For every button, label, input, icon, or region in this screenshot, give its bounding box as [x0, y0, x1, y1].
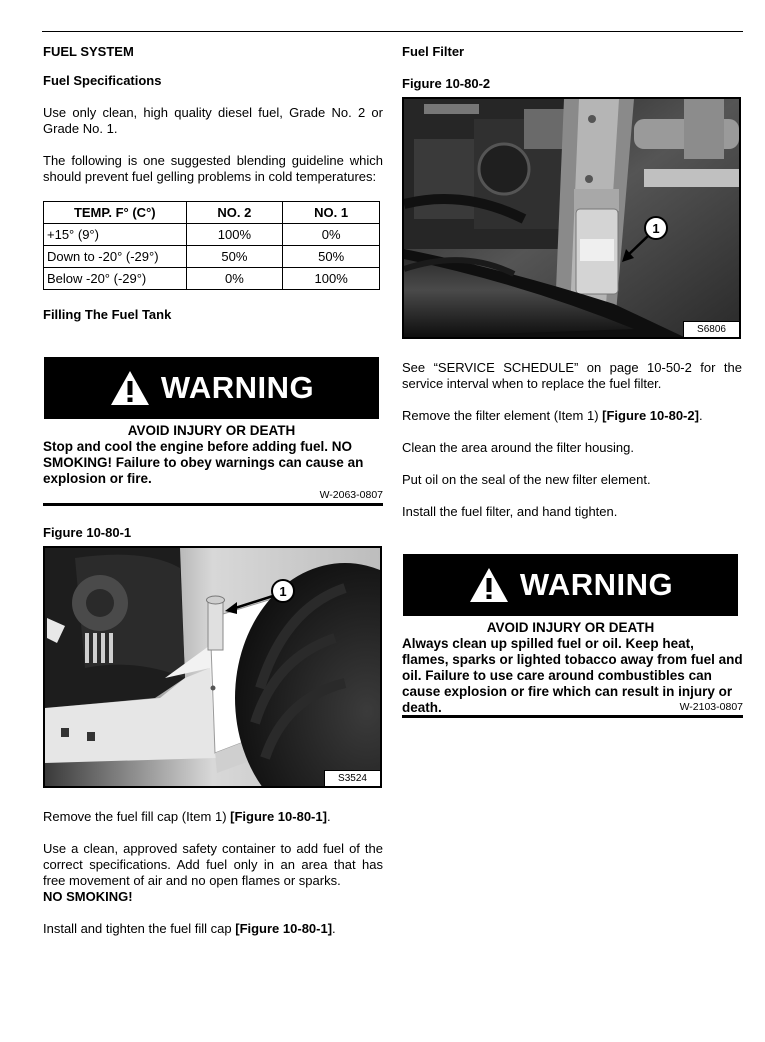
use-container-paragraph: Use a clean, approved safety container to add fuel of the correct specifications. Add fuel only in an area that has free movement of air and no open flames or sparks.	[43, 841, 383, 888]
warning-word: WARNING	[160, 370, 315, 405]
fuel-spec-heading: Fuel Specifications	[43, 73, 162, 88]
section-title: FUEL SYSTEM	[43, 44, 134, 59]
warning-banner	[44, 357, 379, 419]
filling-heading: Filling The Fuel Tank	[43, 307, 172, 322]
install-cap-text: Install and tighten the fuel fill cap	[43, 921, 236, 936]
table-cell: 50%	[283, 246, 380, 268]
table-row	[44, 268, 380, 290]
table-cell: 0%	[186, 268, 283, 290]
figure-reference: [Figure 10-80-2]	[602, 408, 699, 423]
table-header: NO. 2	[186, 202, 283, 224]
figure-tag: S3524	[324, 770, 380, 786]
fuel-tank-photo	[43, 546, 382, 788]
table-header: NO. 1	[283, 202, 380, 224]
remove-filter-paragraph	[402, 408, 742, 424]
table-cell: 0%	[283, 224, 380, 246]
table-row	[44, 246, 380, 268]
warning-rule	[43, 503, 383, 506]
install-cap-paragraph	[43, 921, 383, 937]
top-rule	[42, 31, 743, 32]
warning-code: W-2063-0807	[319, 489, 383, 501]
oil-seal-paragraph: Put oil on the seal of the new filter element.	[402, 472, 651, 487]
table-cell: Below -20° (-29°)	[44, 268, 187, 290]
spec-paragraph-1: Use only clean, high quality diesel fuel, Grade No. 2 or Grade No. 1.	[43, 105, 383, 136]
fuel-filter-photo	[402, 97, 741, 339]
warning-code: W-2103-0807	[679, 701, 743, 713]
remove-cap-text: Remove the fuel fill cap (Item 1)	[43, 809, 231, 824]
table-header-row	[44, 202, 380, 224]
spec-paragraph-2: The following is one suggested blending guideline which should prevent fuel gelling problems in cold temperatures:	[43, 153, 383, 184]
table-cell: +15° (9°)	[44, 224, 187, 246]
fuel-tank-illustration	[45, 548, 380, 786]
remove-filter-text: Remove the filter element (Item 1)	[402, 408, 603, 423]
clean-area-paragraph: Clean the area around the filter housing.	[402, 440, 634, 455]
remove-filter-suffix: .	[698, 408, 703, 423]
warning-banner	[403, 554, 738, 616]
warning-subtitle: AVOID INJURY OR DEATH	[127, 423, 296, 438]
warning-body: Always clean up spilled fuel or oil. Keep heat, flames, sparks or lighted tobacco away from fuel and oil. Failure to use care around combustibles can cause explosion or fire which can result in injury or death.	[402, 636, 743, 715]
fuel-filter-heading: Fuel Filter	[402, 44, 465, 59]
warning-triangle-icon	[468, 566, 510, 604]
remove-cap-suffix: .	[326, 809, 331, 824]
table-cell: 50%	[186, 246, 283, 268]
blending-table	[43, 201, 380, 290]
remove-cap-paragraph	[43, 809, 383, 825]
figure-reference: [Figure 10-80-1]	[230, 809, 327, 824]
warning-subtitle: AVOID INJURY OR DEATH	[486, 620, 655, 635]
table-cell: 100%	[186, 224, 283, 246]
no-smoking-text: NO SMOKING!	[43, 889, 133, 904]
table-row	[44, 224, 380, 246]
install-filter-paragraph: Install the fuel filter, and hand tighten.	[402, 504, 618, 519]
warning-word: WARNING	[519, 567, 674, 602]
figure-reference: [Figure 10-80-1]	[235, 921, 333, 936]
figure-callout: 1	[279, 584, 287, 599]
figure-callout: 1	[652, 221, 660, 236]
figure-label: Figure 10-80-2	[402, 76, 491, 91]
figure-label: Figure 10-80-1	[43, 525, 132, 540]
warning-body: Stop and cool the engine before adding fuel. NO SMOKING! Failure to obey warnings can cause an explosion or fire.	[43, 439, 364, 486]
warning-rule	[402, 715, 743, 718]
service-schedule-paragraph: See “SERVICE SCHEDULE” on page 10-50-2 for the service interval when to replace the fuel filter.	[402, 360, 742, 391]
table-header: TEMP. F° (C°)	[44, 202, 187, 224]
warning-triangle-icon	[109, 369, 151, 407]
figure-tag: S6806	[683, 321, 739, 337]
fuel-filter-illustration	[404, 99, 739, 337]
table-cell: 100%	[283, 268, 380, 290]
table-cell: Down to -20° (-29°)	[44, 246, 187, 268]
install-cap-suffix: .	[332, 921, 336, 936]
